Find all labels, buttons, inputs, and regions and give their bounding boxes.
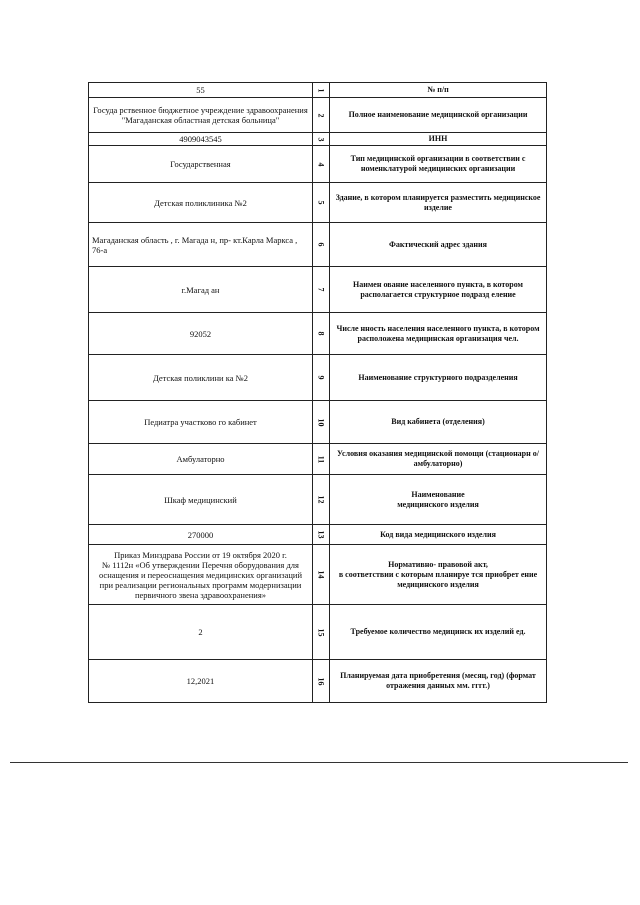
table-row [89, 223, 547, 267]
row-number: 11 [312, 444, 329, 475]
row-label: Условия оказания медицинской помощи (стационарн о/амбулаторно) [330, 444, 547, 475]
row-value: г.Магад ан [89, 267, 313, 313]
medical-equipment-table [88, 82, 547, 703]
row-value: 2 [89, 605, 313, 660]
table-row [89, 525, 547, 545]
row-number: 3 [312, 133, 329, 146]
row-value: Приказ Минздрава России от 19 октября 2020 г. № 1112н «Об утверждении Перечня оборудования для оснащения и переоснащения медицинских организаций при реализации региональных программ модернизации первичного звена здравоохранения» [89, 545, 313, 605]
row-label: Требуемое количество медицинск их изделий ед. [330, 605, 547, 660]
row-label: Нормативно- правовой акт, в соответствии с которым планируе тся приобрет ение медицинского изделия [330, 545, 547, 605]
row-number: 15 [312, 605, 329, 660]
table-row [89, 444, 547, 475]
table-row [89, 475, 547, 525]
page-divider-line [10, 762, 628, 763]
table-row [89, 605, 547, 660]
row-label: Полное наименование медицинской организации [330, 98, 547, 133]
row-value: Детская поликлиника №2 [89, 183, 313, 223]
table-row [89, 98, 547, 133]
row-label: ИНН [330, 133, 547, 146]
row-value: 55 [89, 83, 313, 98]
table-row [89, 313, 547, 355]
row-label: Фактический адрес здания [330, 223, 547, 267]
row-label: Числе нность населения населенного пункта, в котором расположена медицинская организация чел. [330, 313, 547, 355]
row-number: 16 [312, 660, 329, 703]
row-value: 12,2021 [89, 660, 313, 703]
row-number: 5 [312, 183, 329, 223]
table-row [89, 355, 547, 401]
row-label: Наименование медицинского изделия [330, 475, 547, 525]
row-label: Код вида медицинского изделия [330, 525, 547, 545]
row-number: 6 [312, 223, 329, 267]
row-number: 8 [312, 313, 329, 355]
row-value: Детская поликлини ка №2 [89, 355, 313, 401]
row-label: Наименование структурного подразделения [330, 355, 547, 401]
table-row [89, 183, 547, 223]
row-number: 2 [312, 98, 329, 133]
row-number: 14 [312, 545, 329, 605]
row-value: Государственная [89, 146, 313, 183]
row-value: 4909043545 [89, 133, 313, 146]
row-number: 12 [312, 475, 329, 525]
row-label: Тип медицинской организации в соответствии с номенклатурой медицинских организации [330, 146, 547, 183]
row-label: № п/п [330, 83, 547, 98]
row-value: Шкаф медицинский [89, 475, 313, 525]
table-row [89, 133, 547, 146]
row-value: Магаданская область , г. Магада н, пр- кт.Карла Маркса , 76-а [89, 223, 313, 267]
table-row [89, 660, 547, 703]
row-number: 9 [312, 355, 329, 401]
row-value: Педиатра участково го кабинет [89, 401, 313, 444]
row-number: 13 [312, 525, 329, 545]
table-row [89, 83, 547, 98]
row-number: 10 [312, 401, 329, 444]
row-value: Госуда рственное бюджетное учреждение здравоохранения "Магаданская областная детская больница" [89, 98, 313, 133]
table-row [89, 401, 547, 444]
row-number: 1 [312, 83, 329, 98]
row-label: Здание, в котором планируется разместить медицинское изделие [330, 183, 547, 223]
row-value: 92052 [89, 313, 313, 355]
table-row [89, 267, 547, 313]
table-row [89, 545, 547, 605]
table-row [89, 146, 547, 183]
row-number: 4 [312, 146, 329, 183]
row-label: Планируемая дата приобретения (месяц, год) (формат отражения данных мм. гггг.) [330, 660, 547, 703]
row-value: 270000 [89, 525, 313, 545]
row-label: Вид кабинета (отделения) [330, 401, 547, 444]
row-label: Наимен ование населенного пункта, в котором располагается структурное подразд еление [330, 267, 547, 313]
row-number: 7 [312, 267, 329, 313]
row-value: Амбулаторно [89, 444, 313, 475]
